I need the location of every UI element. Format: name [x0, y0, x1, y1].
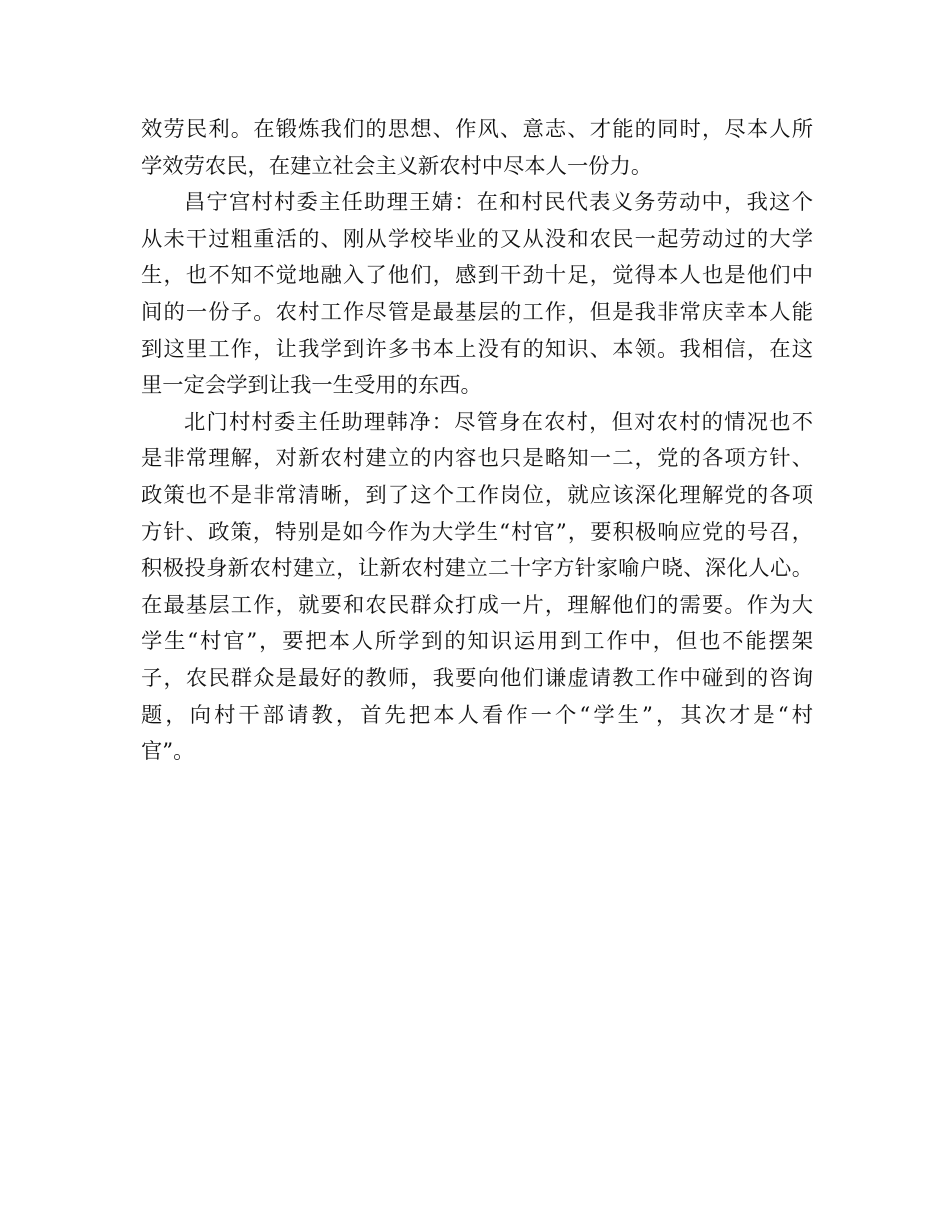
text-line: 学效劳农民，在建立社会主义新农村中尽本人一份力。 [141, 153, 653, 179]
text-line: 里一定会学到让我一生受用的东西。 [141, 373, 482, 399]
text-line: 题，向村干部请教，首先把本人看作一个“学生”，其次才是“村 [141, 702, 813, 728]
paragraph-3 [141, 405, 813, 771]
paragraph-2 [141, 185, 813, 405]
text-line: 方针、政策，特别是如今作为大学生“村官”，要积极响应党的号召， [141, 519, 813, 545]
text-line: 是非常理解，对新农村建立的内容也只是略知一二，党的各项方针、 [141, 446, 813, 472]
paragraph-1 [141, 112, 813, 185]
text-line: 学生“村官”，要把本人所学到的知识运用到工作中，但也不能摆架 [141, 629, 813, 655]
text-line: 政策也不是非常清晰，到了这个工作岗位，就应该深化理解党的各项 [141, 482, 813, 508]
text-line: 生，也不知不觉地融入了他们，感到干劲十足，觉得本人也是他们中 [141, 263, 813, 289]
text-line: 从未干过粗重活的、刚从学校毕业的又从没和农民一起劳动过的大学 [141, 226, 813, 252]
document-body [141, 112, 813, 771]
text-line: 效劳民利。在锻炼我们的思想、作风、意志、才能的同时，尽本人所 [141, 117, 813, 142]
text-line: 子，农民群众是最好的教师，我要向他们谦虚请教工作中碰到的咨询 [141, 665, 813, 691]
text-line: 到这里工作，让我学到许多书本上没有的知识、本领。我相信，在这 [141, 336, 813, 362]
text-line: 官”。 [141, 739, 195, 765]
text-line: 昌宁宫村村委主任助理王婧：在和村民代表义务劳动中，我这个 [184, 190, 813, 216]
text-line: 北门村村委主任助理韩净：尽管身在农村，但对农村的情况也不 [184, 409, 813, 435]
text-line: 积极投身新农村建立，让新农村建立二十字方针家喻户晓、深化人心。 [141, 556, 813, 582]
text-line: 在最基层工作，就要和农民群众打成一片，理解他们的需要。作为大 [141, 592, 813, 618]
text-line: 间的一份子。农村工作尽管是最基层的工作，但是我非常庆幸本人能 [141, 299, 813, 325]
